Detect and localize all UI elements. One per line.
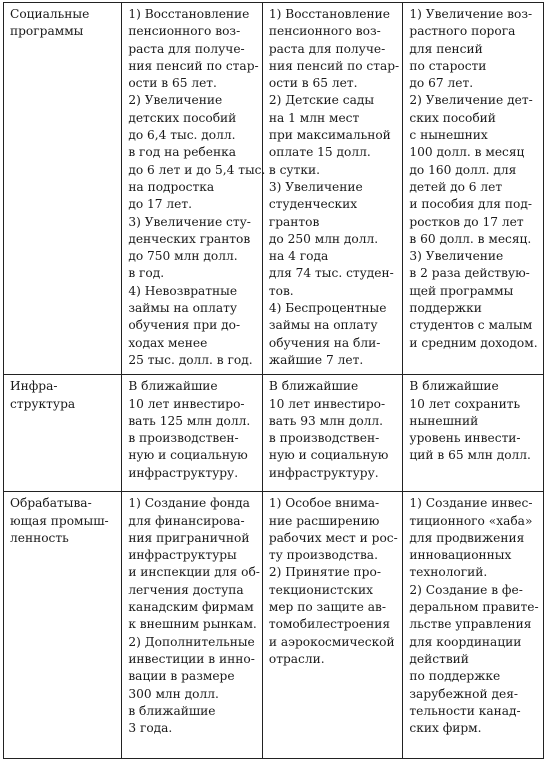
cell-text-line: В ближайшие bbox=[128, 379, 218, 394]
cell-text-line: ние расширению bbox=[268, 513, 380, 528]
cell-text-line: нынешний bbox=[409, 413, 479, 428]
cell-text-line: 300 млн долл. bbox=[128, 686, 219, 701]
cell-text-line: 3) Увеличение сту- bbox=[128, 214, 251, 229]
cell-text-line: 10 лет инвестиро- bbox=[128, 396, 245, 411]
cell-text-line: инновационных bbox=[409, 548, 512, 563]
cell-text-line: технологий. bbox=[409, 565, 488, 580]
category-label-line: программы bbox=[10, 24, 84, 39]
cell-text-line: и аэрокосмической bbox=[268, 634, 395, 649]
cell-text-line: в 60 долл. в месяц. bbox=[409, 231, 532, 246]
cell-text-line: тиционного «хаба» bbox=[409, 513, 533, 528]
cell-text-line: до 750 млн долл. bbox=[128, 249, 238, 264]
cell-text-line: ту производства. bbox=[268, 548, 378, 563]
cell-text-line: пенсионного воз- bbox=[128, 24, 241, 39]
cell-text-line: 2) Принятие про- bbox=[268, 565, 381, 580]
cell-text-line: льстве управления bbox=[409, 617, 532, 632]
table-row-manufacturing bbox=[4, 492, 544, 759]
cell-text-line: уровень инвести- bbox=[409, 431, 521, 446]
table-cell-col-3 bbox=[403, 375, 544, 492]
cell-text-line: на подростка bbox=[128, 179, 215, 194]
cell-text-line: 1) Восстановление bbox=[128, 7, 250, 21]
cell-text-line: вации в размере bbox=[128, 669, 235, 684]
cell-text-line: мер по защите ав- bbox=[268, 600, 387, 615]
cell-text-line: 2) Дополнительные bbox=[128, 634, 255, 649]
cell-text-line: раста для получе- bbox=[128, 41, 245, 56]
cell-text-line: ния пенсий по стар- bbox=[268, 58, 400, 73]
cell-text-line: до 17 лет. bbox=[128, 197, 192, 212]
cell-text-line: в 2 раза действую- bbox=[409, 266, 530, 281]
cell-text-line: тельности канад- bbox=[409, 703, 521, 718]
cell-text-line: к внешним рынкам. bbox=[128, 617, 257, 632]
cell-text-line: 1) Увеличение воз- bbox=[409, 7, 533, 21]
table-cell-col-1 bbox=[122, 3, 266, 375]
cell-text-line: тов. bbox=[268, 283, 294, 298]
category-label-line: ленность bbox=[10, 530, 69, 545]
cell-text-line: в год на ребенка bbox=[128, 145, 236, 160]
cell-text-line: ских пособий bbox=[409, 110, 496, 125]
cell-text-line: рабочих мест и рос- bbox=[268, 530, 398, 545]
cell-text-line: вать 93 млн долл. bbox=[268, 413, 384, 428]
cell-text-line: вать 125 млн долл. bbox=[128, 413, 251, 428]
cell-text-line: ростков до 17 лет bbox=[409, 214, 524, 229]
cell-text-line: томобилестроения bbox=[268, 617, 391, 632]
cell-text-line: в производствен- bbox=[128, 431, 239, 446]
cell-text-line: 100 долл. в месяц bbox=[409, 145, 525, 160]
cell-text-line: легчения доступа bbox=[128, 582, 244, 597]
table-row-infrastructure bbox=[4, 375, 544, 492]
cell-text-line: 3) Увеличение bbox=[409, 249, 504, 264]
cell-text-line: до 6 лет и до 5,4 тыс. bbox=[128, 162, 266, 177]
cell-text-line: 2) Увеличение bbox=[128, 93, 223, 108]
cell-text-line: В ближайшие bbox=[409, 379, 499, 394]
cell-text-line: пенсионного воз- bbox=[268, 24, 381, 39]
cell-text-line: 3) Увеличение bbox=[268, 179, 363, 194]
table-cell-col-3 bbox=[403, 492, 544, 759]
cell-text-line: и пособия для под- bbox=[409, 197, 532, 212]
cell-text-line: действий bbox=[409, 651, 469, 666]
cell-text-line: ций в 65 млн долл. bbox=[409, 448, 531, 463]
cell-text-line: ходах менее bbox=[128, 335, 208, 350]
cell-text-line: инфраструктуру. bbox=[128, 465, 239, 480]
cell-text-line: щей программы bbox=[409, 283, 514, 298]
cell-text-line: 10 лет инвестиро- bbox=[268, 396, 386, 411]
cell-text-line: денческих грантов bbox=[128, 231, 251, 246]
cell-text-line: 25 тыс. долл. в год. bbox=[128, 352, 253, 367]
table-cell-col-1 bbox=[122, 375, 263, 492]
table-cell-col-1 bbox=[122, 492, 263, 759]
cell-text-line: на 4 года bbox=[268, 249, 329, 264]
cell-text-line: и средним доходом. bbox=[409, 335, 538, 350]
cell-text-line: 2) Увеличение дет- bbox=[409, 93, 533, 108]
cell-text-line: 4) Беспроцентные bbox=[268, 301, 387, 316]
cell-text-line: 4) Невозвратные bbox=[128, 283, 238, 298]
table-row-social-programs bbox=[4, 3, 544, 375]
cell-text-line: ния приграничной bbox=[128, 530, 250, 545]
cell-text-line: грантов bbox=[268, 214, 320, 229]
cell-text-line: зарубежной дея- bbox=[409, 686, 519, 701]
cell-text-line: обучения при до- bbox=[128, 318, 241, 333]
category-label-line: Инфра- bbox=[10, 379, 58, 394]
cell-text-line: в ближайшие bbox=[128, 703, 216, 718]
row-category-cell bbox=[4, 375, 122, 492]
category-label-line: Обрабатыва- bbox=[10, 496, 92, 511]
cell-text-line: детских пособий bbox=[128, 110, 237, 125]
cell-text-line: 1) Создание инвес- bbox=[409, 496, 533, 511]
cell-text-line: инфраструктуры bbox=[128, 548, 237, 563]
cell-text-line: для финансирова- bbox=[128, 513, 245, 528]
cell-text-line: отрасли. bbox=[268, 651, 325, 666]
cell-text-line: для 74 тыс. студен- bbox=[268, 266, 394, 281]
cell-text-line: инфраструктуру. bbox=[268, 465, 379, 480]
table-cell-col-2 bbox=[262, 375, 403, 492]
category-label-line: структура bbox=[10, 396, 76, 411]
cell-text-line: 3 года. bbox=[128, 721, 173, 736]
cell-text-line: в сутки. bbox=[268, 162, 320, 177]
cell-text-line: до 160 долл. для bbox=[409, 162, 517, 177]
cell-text-line: 2) Детские сады bbox=[268, 93, 375, 108]
policy-comparison-table bbox=[3, 2, 544, 759]
cell-text-line: ости в 65 лет. bbox=[268, 76, 358, 91]
table-cell-col-3 bbox=[403, 3, 544, 375]
cell-text-line: займы на оплату bbox=[268, 318, 378, 333]
cell-text-line: детей до 6 лет bbox=[409, 179, 503, 194]
table-cell-col-2 bbox=[262, 3, 403, 375]
cell-text-line: поддержки bbox=[409, 301, 482, 316]
cell-text-line: В ближайшие bbox=[268, 379, 359, 394]
cell-text-line: для координации bbox=[409, 634, 522, 649]
cell-text-line: до 250 млн долл. bbox=[268, 231, 379, 246]
cell-text-line: с нынешних bbox=[409, 128, 488, 143]
cell-text-line: в год. bbox=[128, 266, 165, 281]
table-body bbox=[4, 3, 544, 759]
cell-text-line: студентов с малым bbox=[409, 318, 533, 333]
cell-text-line: по поддержке bbox=[409, 669, 501, 684]
cell-text-line: инвестиции в инно- bbox=[128, 651, 255, 666]
cell-text-line: на 1 млн мест bbox=[268, 110, 360, 125]
cell-text-line: обучения на бли- bbox=[268, 335, 381, 350]
cell-text-line: при максимальной bbox=[268, 128, 391, 143]
cell-text-line: деральном правите- bbox=[409, 600, 539, 615]
cell-text-line: раста для получе- bbox=[268, 41, 386, 56]
cell-text-line: текционистских bbox=[268, 582, 373, 597]
cell-text-line: в производствен- bbox=[268, 431, 380, 446]
cell-text-line: студенческих bbox=[268, 197, 358, 212]
cell-text-line: займы на оплату bbox=[128, 301, 238, 316]
row-category-cell bbox=[4, 3, 122, 375]
category-label-line: ющая промыш- bbox=[10, 513, 109, 528]
cell-text-line: 1) Восстановление bbox=[268, 7, 390, 21]
table-cell-col-2 bbox=[262, 492, 403, 759]
cell-text-line: 1) Особое внима- bbox=[268, 496, 380, 511]
cell-text-line: жайшие 7 лет. bbox=[268, 352, 364, 367]
cell-text-line: по старости bbox=[409, 58, 487, 73]
cell-text-line: ния пенсий по стар- bbox=[128, 58, 259, 73]
cell-text-line: 10 лет сохранить bbox=[409, 396, 521, 411]
category-label-line: Социальные bbox=[10, 7, 90, 21]
cell-text-line: для пенсий bbox=[409, 41, 483, 56]
cell-text-line: до 6,4 тыс. долл. bbox=[128, 128, 236, 143]
cell-text-line: ную и социальную bbox=[128, 448, 248, 463]
cell-text-line: 2) Создание в фе- bbox=[409, 582, 523, 597]
row-category-cell bbox=[4, 492, 122, 759]
cell-text-line: ную и социальную bbox=[268, 448, 389, 463]
cell-text-line: оплате 15 долл. bbox=[268, 145, 371, 160]
cell-text-line: 1) Создание фонда bbox=[128, 496, 250, 511]
cell-text-line: для продвижения bbox=[409, 530, 525, 545]
cell-text-line: и инспекции для об- bbox=[128, 565, 260, 580]
cell-text-line: ости в 65 лет. bbox=[128, 76, 217, 91]
cell-text-line: канадским фирмам bbox=[128, 600, 254, 615]
cell-text-line: до 67 лет. bbox=[409, 76, 474, 91]
cell-text-line: растного порога bbox=[409, 24, 516, 39]
cell-text-line: ских фирм. bbox=[409, 721, 482, 736]
